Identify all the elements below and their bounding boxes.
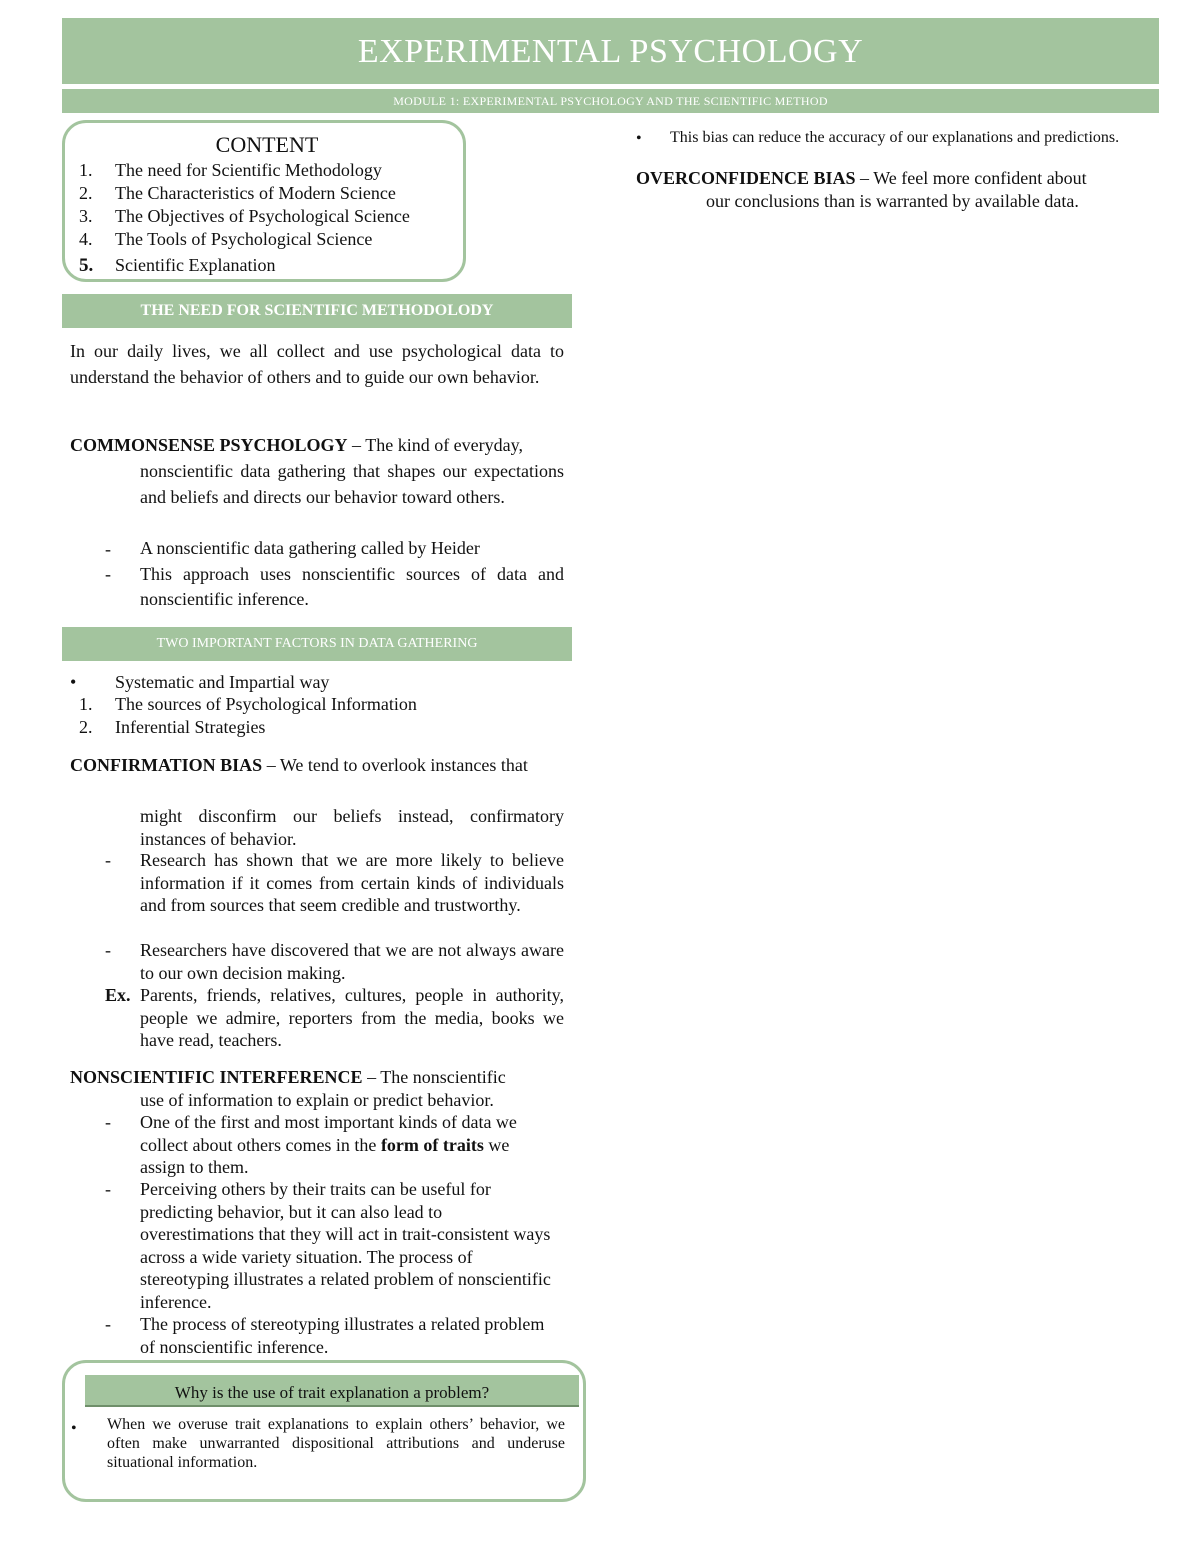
nonscientific-bullet: The process of stereotyping illustrates a related problem of nonscientific inference. bbox=[140, 1314, 545, 1357]
overconfidence-definition: OVERCONFIDENCE BIAS – We feel more confident about bbox=[636, 168, 1087, 188]
factor-number: 1. bbox=[79, 694, 93, 714]
bullet-marker: • bbox=[70, 672, 77, 692]
factor-item: The sources of Psychological Information bbox=[115, 694, 417, 714]
confirmation-bias-continued: might disconfirm our beliefs instead, confirmatory instances of behavior. bbox=[140, 806, 564, 849]
dash-marker: - bbox=[105, 940, 111, 960]
content-box bbox=[62, 120, 466, 282]
commonsense-definition: COMMONSENSE PSYCHOLOGY – The kind of everyday, bbox=[70, 435, 523, 455]
bias-bullet: This bias can reduce the accuracy of our explanations and predictions. bbox=[670, 129, 1120, 146]
dash-marker: - bbox=[105, 564, 111, 584]
factor-item: Inferential Strategies bbox=[115, 717, 266, 737]
dash-marker: - bbox=[105, 850, 111, 870]
content-title: CONTENT bbox=[215, 132, 319, 157]
nonscientific-bullet: Perceiving others by their traits can be useful for predicting behavior, but it can also lead to overestimations that they will act in trait-consistent ways across a wide variety situation. The process of stereotyping illustrates a related problem of nonscientific inference. bbox=[140, 1179, 551, 1312]
nonscientific-continued: use of information to explain or predict behavior. bbox=[140, 1090, 494, 1110]
content-item: 1. The need for Scientific Methodology bbox=[79, 160, 382, 180]
nonscientific-definition: NONSCIENTIFIC INTERFERENCE – The nonscientific bbox=[70, 1067, 506, 1087]
content-item: 3. The Objectives of Psychological Science bbox=[79, 206, 410, 226]
example-text: Parents, friends, relatives, cultures, people in authority, people we admire, reporters from the media, books we have read, teachers. bbox=[140, 985, 564, 1050]
document-title: EXPERIMENTAL PSYCHOLOGY bbox=[62, 18, 1159, 84]
question-box bbox=[62, 1360, 586, 1502]
content-item: 4. The Tools of Psychological Science bbox=[79, 229, 373, 249]
confirmation-bullet: Research has shown that we are more likely to believe information if it comes from certain kinds of individuals and from sources that seem credible and trustworthy. bbox=[140, 850, 564, 915]
section-heading-factors: TWO IMPORTANT FACTORS IN DATA GATHERING bbox=[62, 627, 572, 661]
commonsense-bullet: A nonscientific data gathering called by Heider bbox=[140, 538, 480, 558]
question-divider bbox=[85, 1405, 579, 1407]
bullet-marker: • bbox=[71, 1420, 77, 1437]
commonsense-definition-continued: nonscientific data gathering that shapes our expectations and beliefs and directs our behavior toward others. bbox=[140, 461, 564, 507]
example-label: Ex. bbox=[105, 985, 131, 1005]
intro-paragraph: In our daily lives, we all collect and use psychological data to understand the behavior of others and to guide our own behavior. bbox=[70, 341, 564, 387]
module-subtitle: MODULE 1: EXPERIMENTAL PSYCHOLOGY AND THE SCIENTIFIC METHOD bbox=[62, 89, 1159, 113]
dash-marker: - bbox=[105, 1314, 111, 1334]
dash-marker: - bbox=[105, 1112, 111, 1132]
section-heading-need: THE NEED FOR SCIENTIFIC METHODOLODY bbox=[62, 294, 572, 328]
factor-bullet: Systematic and Impartial way bbox=[115, 672, 330, 692]
confirmation-bias-definition: CONFIRMATION BIAS – We tend to overlook instances that bbox=[70, 755, 528, 775]
overconfidence-continued: our conclusions than is warranted by available data. bbox=[706, 191, 1079, 211]
dash-marker: - bbox=[105, 1179, 111, 1199]
content-list bbox=[79, 159, 410, 280]
confirmation-bullet: Researchers have discovered that we are not always aware to our own decision making. bbox=[140, 940, 564, 983]
question-heading: Why is the use of trait explanation a problem? bbox=[85, 1375, 579, 1407]
bullet-marker: • bbox=[636, 130, 642, 147]
dash-marker: - bbox=[105, 539, 111, 559]
question-answer: When we overuse trait explanations to explain others’ behavior, we often make unwarranted dispositional attributions and underuse situational information. bbox=[107, 1416, 565, 1471]
content-item: 2. The Characteristics of Modern Science bbox=[79, 183, 396, 203]
commonsense-bullet: This approach uses nonscientific sources of data and nonscientific inference. bbox=[140, 564, 564, 609]
factor-number: 2. bbox=[79, 717, 93, 737]
content-item: 5. Scientific Explanation bbox=[79, 255, 276, 276]
nonscientific-bullet: One of the first and most important kinds of data we collect about others comes in the form of traits we assign to them. bbox=[140, 1112, 517, 1177]
